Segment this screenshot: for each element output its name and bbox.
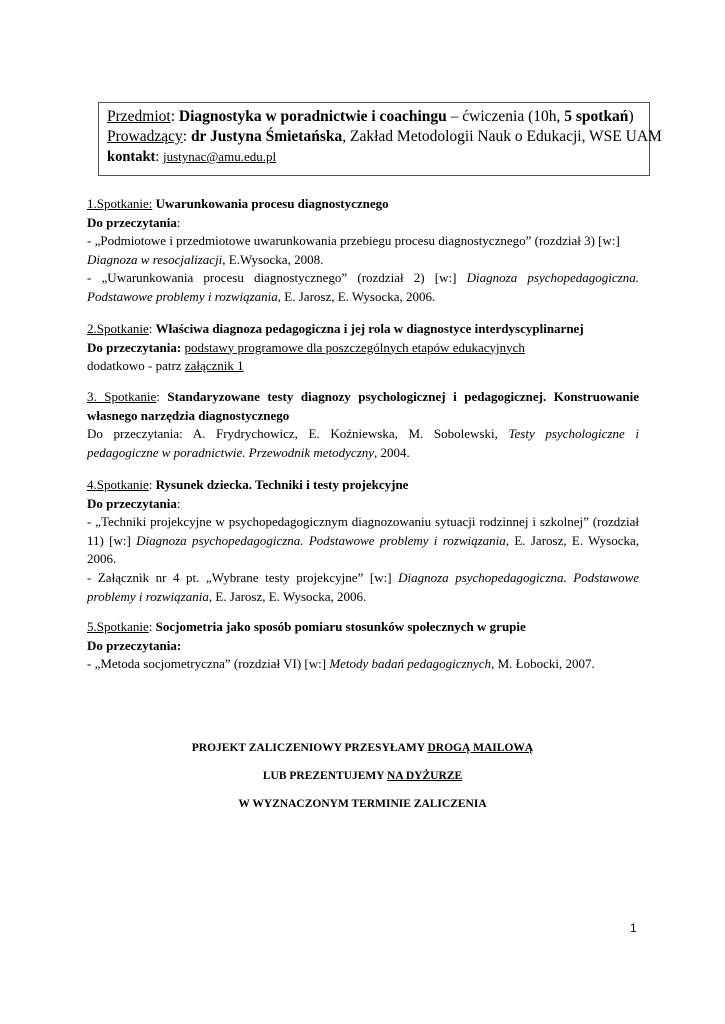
lecturer-label: Prowadzący [107,128,183,145]
meeting-3-label: 3. Spotkanie [87,389,157,404]
meeting-2-label: 2.Spotkanie [87,321,149,336]
meeting-4 [87,476,639,606]
lecturer-name: dr Justyna Śmietańska [190,128,343,145]
meeting-1-read-label: Do przeczytania [87,214,177,230]
subject-line: Przedmiot: Diagnostyka w poradnictwie i coachingu – ćwiczenia (10h, 5 spotkań) [107,108,634,125]
meeting-5-colon: : [148,619,153,634]
meeting-2 [87,320,639,376]
meeting-1-read-colon: : [176,214,181,230]
course-header-box [98,102,662,176]
curriculum-link[interactable]: podstawy programowe dla poszczególnych etapów edukacyjnych [184,339,525,355]
meeting-4-item-1-tail: , E. Jarosz, E. Wysocka, 2006. [87,532,639,567]
meeting-1-item-2-book: Diagnoza psychopedagogiczna. Podstawowe problemy i rozwiązania [87,270,639,304]
notice-line-1-text: PROJEKT ZALICZENIOWY PRZESYŁAMY [191,742,428,754]
meeting-4-item-2-text: - Załącznik nr 4 pt. „Wybrane testy projekcyjne” [w:] [87,569,392,585]
meeting-5-item-1-tail: , M. Łobocki, 2007. [491,656,595,672]
meeting-4-item-1-book: Diagnoza psychopedagogiczna. Podstawowe problemy i rozwiązania [136,532,506,548]
meeting-5-item-1 [87,655,639,674]
meeting-1-label: 1.Spotkanie: [87,196,153,211]
meeting-4-item-2-book: Diagnoza psychopedagogiczna. Podstawowe problemy i rozwiązania [87,569,640,604]
meeting-5-item-1-book: Metody badań pedagogicznych [329,656,492,672]
subject-rest-post: ) [628,108,634,125]
notice-line-3 [0,798,725,810]
subject-title: Diagnostyka w poradnictwie i coachingu [178,108,447,125]
meeting-5 [87,618,639,674]
meeting-2-title: Właściwa diagnoza pedagogiczna i jej rola w diagnostyce interdyscyplinarnej [155,321,584,336]
subject-label: Przedmiot [107,108,171,125]
meeting-3-colon: : [156,389,160,404]
meeting-2-read-label: Do przeczytania: [87,339,182,355]
subject-rest-pre: – ćwiczenia (10h, [446,108,565,125]
lecturer-unit: , Zakład Metodologii Nauk o Edukacji, WSE UAM [342,128,662,145]
meeting-5-title: Socjometria jako sposób pomiaru stosunków społecznych w grupie [155,619,526,634]
contact-label: kontakt [107,149,156,165]
meeting-1-item-1 [87,232,639,269]
meeting-5-read-label: Do przeczytania: [87,637,182,653]
subject-meetings: 5 spotkań [564,108,629,125]
meeting-1-item-1-tail: , E.Wysocka, 2008. [222,251,324,267]
meeting-1-item-2 [87,269,639,306]
meeting-3-read-tail: , 2004. [374,444,410,460]
meeting-4-label: 4.Spotkanie [87,477,149,492]
page-number: 1 [630,921,637,935]
meeting-3 [87,388,639,462]
notice-line-1 [0,742,725,754]
meeting-2-colon: : [148,321,153,336]
meeting-4-colon: : [148,477,153,492]
meeting-3-read-book: Testy psychologiczne i pedagogiczne w poradnictwie. Przewodnik metodyczny [87,426,639,460]
lecturer-line: Prowadzący: dr Justyna Śmietańska, Zakład Metodologii Nauk o Edukacji, WSE UAM [107,128,662,145]
meeting-5-item-1-text: - „Metoda socjometryczna” (rozdział VI) [w:] [87,656,327,672]
meeting-1-item-1-book: Diagnoza w resocjalizacji [87,251,223,267]
meeting-1-item-2-tail: , E. Jarosz, E. Wysocka, 2006. [277,288,436,304]
meeting-1-title: Uwarunkowania procesu diagnostycznego [155,196,389,211]
meeting-3-reading [87,425,639,462]
notice-line-3-text: W WYZNACZONYM TERMINIE ZALICZENIA [238,798,487,810]
meeting-3-title: Standaryzowane testy diagnozy psychologicznej i pedagogicznej. Konstruowanie własnego narzędzia diagnostycznego [87,389,639,423]
meeting-4-item-1-text: - „Techniki projekcyjne w psychopedagogicznym diagnozowaniu sytuacji rodzinnej i szkolnej” (rozdział 11) [w:] [87,514,639,548]
meeting-1 [87,195,639,307]
meeting-4-item-1 [87,513,639,569]
attachment-1-link[interactable]: załącznik 1 [184,358,244,374]
meeting-1-item-2-text: - „Uwarunkowania procesu diagnostycznego” (rozdział 2) [w:] [87,270,457,286]
meeting-4-title: Rysunek dziecka. Techniki i testy projekcyjne [155,477,409,492]
meeting-1-item-1-text: - „Podmiotowe i przedmiotowe uwarunkowania przebiegu procesu diagnostycznego” (rozdział 3) [w:] [87,233,620,249]
meeting-3-read-text: Do przeczytania: A. Frydrychowicz, E. Koźniewska, M. Sobolewski, [87,426,498,442]
meeting-4-item-2-tail: , E. Jarosz, E. Wysocka, 2006. [208,588,367,604]
meeting-4-item-2 [87,569,639,606]
notice-email-link: DROGĄ MAILOWĄ [427,742,534,754]
notice-line-2-text: LUB PREZENTUJEMY [262,770,388,782]
contact-email-link[interactable]: justynac@amu.edu.pl [163,149,277,164]
meeting-5-label: 5.Spotkanie [87,619,149,634]
meeting-2-extra-text: dodatkowo - patrz [87,358,185,374]
notice-line-2 [0,770,725,782]
meeting-4-read-label: Do przeczytania [87,495,177,511]
meeting-4-read-colon: : [176,495,181,511]
notice-duty-hours: NA DYŻURZE [387,770,463,782]
contact-line: kontakt: justynac@amu.edu.pl [107,149,277,165]
